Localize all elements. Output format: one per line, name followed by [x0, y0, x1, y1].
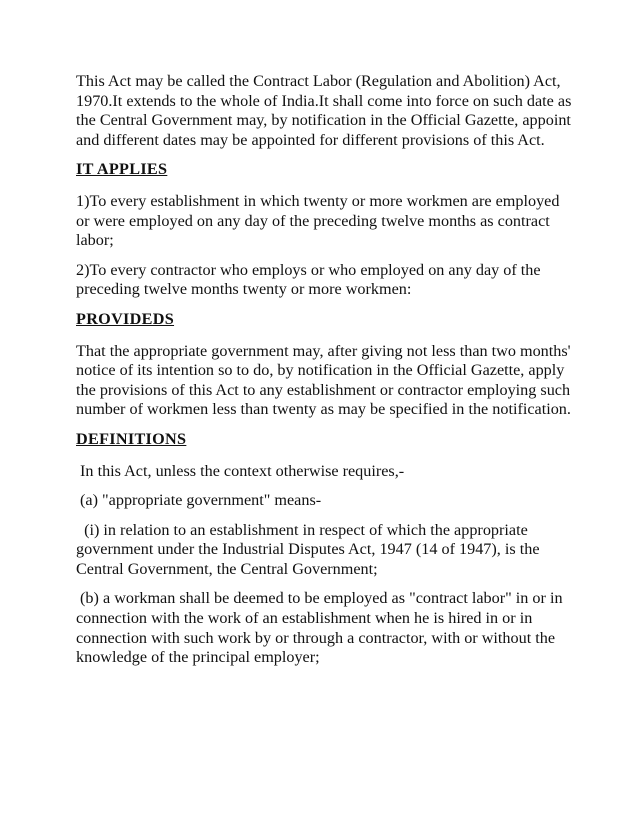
applies-item-2: 2)To every contractor who employs or who employed on any day of the preceding twelve months twenty or more workmen: [76, 260, 541, 299]
definition-b: (b) a workman shall be deemed to be employed as "contract labor" in or in connection with the work of an establishment when he is hired in or in connection with such work by or through a contractor, with or without the knowledge of the principal employer; [76, 589, 567, 667]
provideds-paragraph: That the appropriate government may, after giving not less than two months' notice of its intention so to do, by notification in the Official Gazette, apply the provisions of this Act to any establishment or contractor employing such number of workmen less than twenty as may be specified in the notification. [76, 341, 571, 419]
definition-a: (a) "appropriate government" means- [76, 491, 322, 510]
document-page [76, 72, 576, 678]
applies-item-1: 1)To every establishment in which twenty or more workmen are employed or were employed on any day of the preceding twelve months as contract labor; [76, 191, 560, 250]
definitions-heading: DEFINITIONS [76, 429, 187, 448]
intro-paragraph: This Act may be called the Contract Labor (Regulation and Abolition) Act, 1970.It extends to the whole of India.It shall come into force on such date as the Central Government may, by notification in the Official Gazette, appoint and different dates may be appointed for different provisions of this Act. [76, 72, 572, 149]
definition-a-i: (i) in relation to an establishment in respect of which the appropriate government under the Industrial Disputes Act, 1947 (14 of 1947), is the Central Government, the Central Government; [76, 520, 544, 578]
definitions-intro: In this Act, unless the context otherwise requires,- [76, 461, 405, 480]
provideds-heading: PROVIDEDS [76, 309, 175, 328]
applies-heading: IT APPLIES [76, 160, 168, 179]
